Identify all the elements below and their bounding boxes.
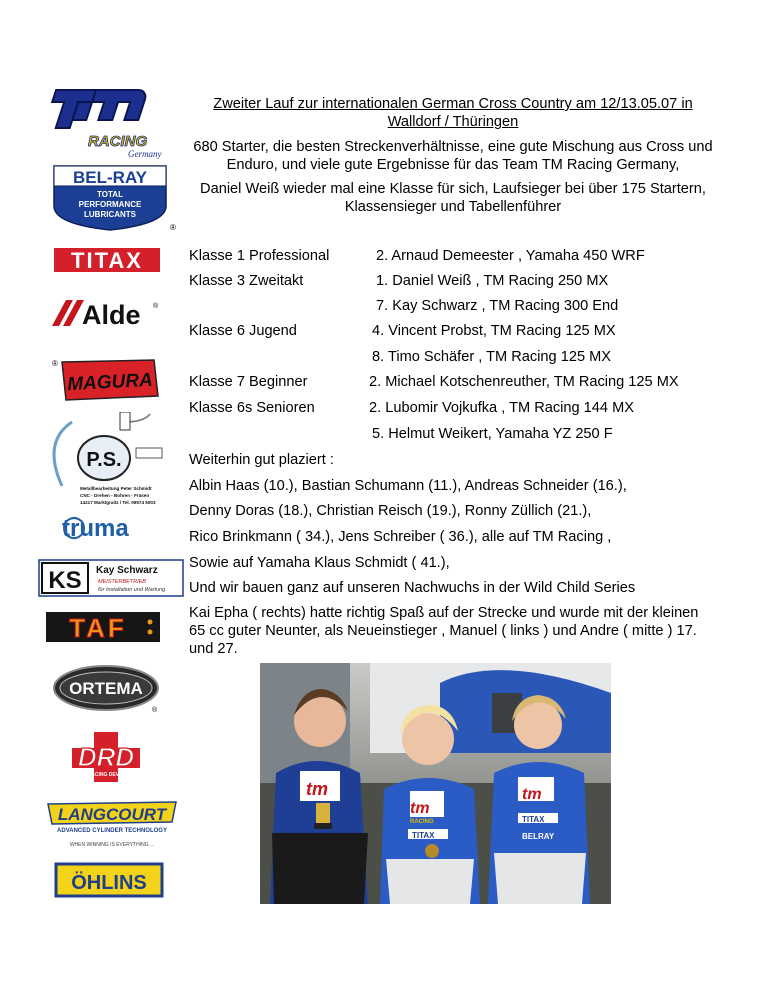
article-highlight: Daniel Weiß wieder mal eine Klasse für sich, Laufsieger bei über 175 Startern, Klassensieger und Tabellenführer (200, 181, 706, 215)
result-class: Klasse 1 Professional (189, 248, 330, 264)
result-class: Klasse 7 Beginner (189, 374, 308, 390)
article-title: Zweiter Lauf zur internationalen German Cross Country am 12/13.05.07 in Walldorf / Thüringen (213, 96, 693, 130)
article-intro: 680 Starter, die besten Streckenverhältnisse, eine gute Mischung aus Cross und Enduro, und viele gute Ergebnisse für das Team TM Racing Germany, (193, 139, 713, 173)
closing-paragraph: Kai Epha ( rechts) hatte richtig Spaß auf der Strecke und wurde mit der kleinen 65 cc guter Neunter, als Neueinstieger , Manuel ( links ) und Andre ( mitte ) 17. und 27. (189, 605, 699, 657)
drd-logo (36, 730, 186, 784)
taf-logo-text: TAF (69, 613, 127, 643)
registered-mark: ® (170, 223, 176, 232)
ortema-logo-text: ORTEMA (69, 679, 143, 698)
registered-mark: ® (153, 303, 159, 310)
riders-photo-illustration (260, 663, 611, 904)
further-line: Denny Doras (18.), Christian Reisch (19.), Ronny Züllich (21.), (189, 503, 592, 519)
titax-logo-text: TITAX (71, 248, 143, 273)
result-entry: 4. Vincent Probst, TM Racing 125 MX (372, 323, 616, 339)
magura-logo-text: MAGURA (66, 369, 154, 396)
langcourt-logo (36, 796, 186, 850)
jersey-sponsor: TITAX (412, 831, 435, 840)
riders-photo (260, 663, 611, 904)
further-line: Albin Haas (10.), Bastian Schumann (11.), Andreas Schneider (16.), (189, 478, 627, 494)
result-entry: 2. Michael Kotschenreuther, TM Racing 125 MX (369, 374, 679, 390)
taf-logo (36, 610, 186, 644)
magura-logo (36, 356, 186, 404)
jersey-racing: RACING (410, 819, 434, 825)
result-entry: 2. Arnaud Demeester , Yamaha 450 WRF (376, 248, 645, 264)
result-entry: 7. Kay Schwarz , TM Racing 300 End (376, 298, 619, 314)
belray-logo (36, 164, 186, 232)
alde-logo (36, 296, 186, 330)
kay-schwarz-logo (36, 558, 186, 598)
result-entry: 1. Daniel Weiß , TM Racing 250 MX (376, 273, 609, 289)
jersey-brand: tm (306, 779, 328, 799)
jersey-brand: tm (522, 786, 542, 803)
belray-logo-tag3: LUBRICANTS (84, 210, 136, 219)
truma-logo (36, 514, 186, 542)
tm-racing-logo-germany: Germany (128, 149, 162, 159)
langcourt-logo-tag: WHEN WINNING IS EVERYTHING ... (69, 842, 155, 848)
jersey-brand: tm (410, 800, 430, 817)
further-line: Rico Brinkmann ( 34.), Jens Schreiber ( 36.), alle auf TM Racing , (189, 529, 612, 545)
registered-mark: ® (152, 707, 158, 714)
further-line: Sowie auf Yamaha Klaus Schmidt ( 41.), (189, 555, 450, 571)
ks-logo-sub2: für Installation und Wartung (98, 587, 166, 593)
result-class: Klasse 6 Jugend (189, 323, 297, 339)
result-entry: 8. Timo Schäfer , TM Racing 125 MX (372, 349, 612, 365)
registered-mark: ® (52, 359, 58, 368)
jersey-sponsor: TITAX (522, 815, 545, 824)
alde-logo-text: Alde (82, 300, 141, 330)
ps-logo-mark: P.S. (86, 449, 122, 471)
tm-racing-logo (36, 84, 186, 160)
belray-logo-tag2: PERFORMANCE (78, 200, 142, 209)
drd-logo-sub: DOUBLE RACING DEVELOPMENT (65, 772, 147, 778)
drd-logo-text: DRD (77, 742, 135, 772)
result-class: Klasse 3 Zweitakt (189, 273, 304, 289)
belray-logo-name: BEL-RAY (73, 168, 147, 187)
langcourt-logo-sub: ADVANCED CYLINDER TECHNOLOGY (57, 828, 167, 834)
titax-logo (36, 246, 186, 274)
ps-metallbearbeitung-logo (36, 412, 186, 508)
ks-logo-name: Kay Schwarz (96, 565, 158, 576)
truma-logo-text: truma (62, 515, 129, 542)
ohlins-logo (36, 862, 186, 898)
further-line: Und wir bauen ganz auf unseren Nachwuchs in der Wild Child Series (189, 580, 636, 596)
ps-logo-line2: CNC - Drehen - Bohren - Fräsen (80, 493, 150, 498)
ortema-logo (36, 664, 186, 714)
ohlins-logo-text: ÖHLINS (71, 872, 147, 894)
result-entry: 5. Helmut Weikert, Yamaha YZ 250 F (372, 426, 613, 442)
result-class: Klasse 6s Senioren (189, 400, 315, 416)
ks-logo-mark: KS (48, 567, 82, 594)
ks-logo-sub1: MEISTERBETRIEB (98, 579, 146, 585)
further-heading: Weiterhin gut plaziert : (189, 452, 334, 468)
jersey-sponsor2: BELRAY (522, 832, 555, 841)
result-entry: 2. Lubomir Vojkufka , TM Racing 144 MX (369, 400, 634, 416)
langcourt-logo-text: LANGCOURT (57, 805, 167, 824)
belray-logo-tag1: TOTAL (97, 190, 123, 199)
ps-logo-line3: 14217 Marktgraitz / Tel. 09574 5003 (80, 500, 156, 505)
ps-logo-line1: Metallbearbeitung Peter Schmidt (80, 486, 152, 491)
tm-racing-logo-racing: RACING (88, 133, 148, 150)
